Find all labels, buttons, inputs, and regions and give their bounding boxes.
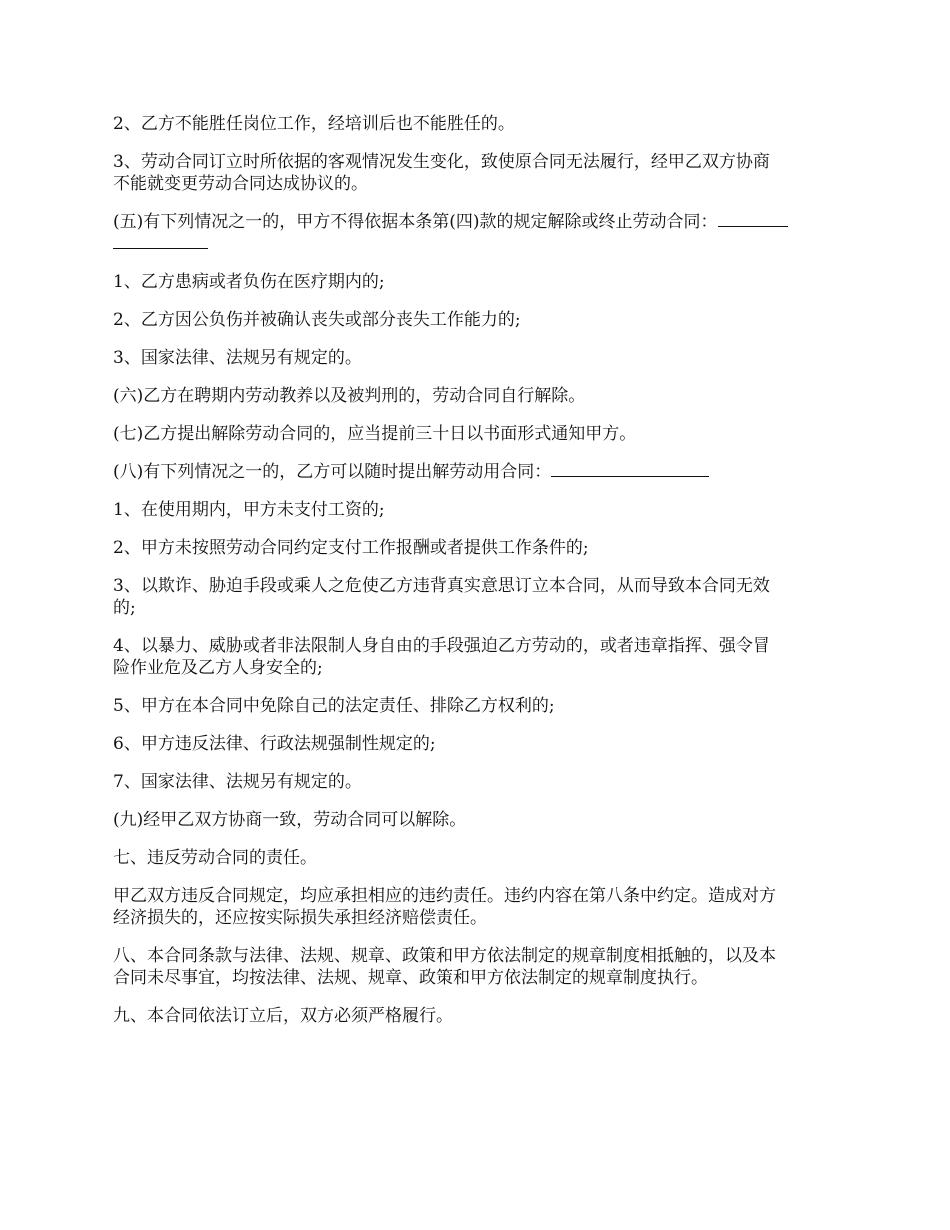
paragraph-line: 3、劳动合同订立时所依据的客观情况发生变化，致使原合同无法履行，经甲乙双方协商 (113, 152, 770, 172)
paragraph-text: 1、在使用期内，甲方未支付工资的; (113, 500, 385, 520)
paragraph-text: 九、本合同依法订立后，双方必须严格履行。 (113, 1006, 453, 1026)
paragraph-line: 八、本合同条款与法律、法规、规章、政策和甲方依法制定的规章制度相抵触的，以及本 (113, 946, 776, 966)
paragraph (113, 537, 842, 559)
paragraph (113, 347, 842, 369)
paragraph-text: 七、违反劳动合同的责任。 (113, 848, 317, 868)
paragraph (113, 635, 842, 679)
fill-in-blank (718, 212, 788, 227)
paragraph (113, 695, 842, 717)
paragraph-text: 6、甲方违反法律、行政法规强制性规定的; (113, 734, 436, 754)
paragraph-text: (九)经甲乙双方协商一致，劳动合同可以解除。 (113, 810, 467, 830)
paragraph (113, 461, 842, 483)
paragraph-line: 经济损失的，还应按实际损失承担经济赔偿责任。 (113, 908, 487, 928)
fill-in-blank (113, 234, 208, 249)
paragraph-line: 的; (113, 598, 136, 618)
paragraph-line: 不能就变更劳动合同达成协议的。 (113, 174, 368, 194)
paragraph-text: 2、乙方不能胜任岗位工作，经培训后也不能胜任的。 (113, 114, 515, 134)
paragraph-text: (八)有下列情况之一的，乙方可以随时提出解劳动用合同： (113, 462, 552, 482)
paragraph (113, 151, 842, 195)
section-heading (113, 847, 842, 869)
paragraph-text: 3、国家法律、法规另有规定的。 (113, 348, 362, 368)
paragraph-line: 3、以欺诈、胁迫手段或乘人之危使乙方违背真实意思订立本合同，从而导致本合同无效 (113, 576, 770, 596)
paragraph (113, 271, 842, 293)
paragraph (113, 423, 842, 445)
paragraph (113, 733, 842, 755)
fill-in-blank (551, 462, 709, 477)
paragraph-line: 4、以暴力、威胁或者非法限制人身自由的手段强迫乙方劳动的，或者违章指挥、强令冒 (113, 636, 770, 656)
paragraph (113, 945, 842, 989)
paragraph (113, 771, 842, 793)
paragraph (113, 1005, 842, 1027)
paragraph-text: 7、国家法律、法规另有规定的。 (113, 772, 362, 792)
paragraph-text: (七)乙方提出解除劳动合同的，应当提前三十日以书面形式通知甲方。 (113, 424, 637, 444)
paragraph-text: 1、乙方患病或者负伤在医疗期内的; (113, 272, 385, 292)
paragraph-text: 5、甲方在本合同中免除自己的法定责任、排除乙方权利的; (113, 696, 555, 716)
paragraph-line: 甲乙双方违反合同规定，均应承担相应的违约责任。违约内容在第八条中约定。造成对方 (113, 886, 776, 906)
paragraph-text: 2、乙方因公负伤并被确认丧失或部分丧失工作能力的; (113, 310, 521, 330)
paragraph (113, 809, 842, 831)
paragraph-line: 合同未尽事宜，均按法律、法规、规章、政策和甲方依法制定的规章制度执行。 (113, 968, 708, 988)
paragraph (113, 575, 842, 619)
paragraph-line: 险作业危及乙方人身安全的; (113, 658, 323, 678)
paragraph-text: (六)乙方在聘期内劳动教养以及被判刑的，劳动合同自行解除。 (113, 386, 586, 406)
paragraph (113, 885, 842, 929)
paragraph (113, 309, 842, 331)
paragraph (113, 211, 842, 255)
paragraph-text: (五)有下列情况之一的，甲方不得依据本条第(四)款的规定解除或终止劳动合同： (113, 212, 718, 232)
paragraph-text: 2、甲方未按照劳动合同约定支付工作报酬或者提供工作条件的; (113, 538, 589, 558)
paragraph (113, 385, 842, 407)
paragraph (113, 499, 842, 521)
paragraph (113, 113, 842, 135)
